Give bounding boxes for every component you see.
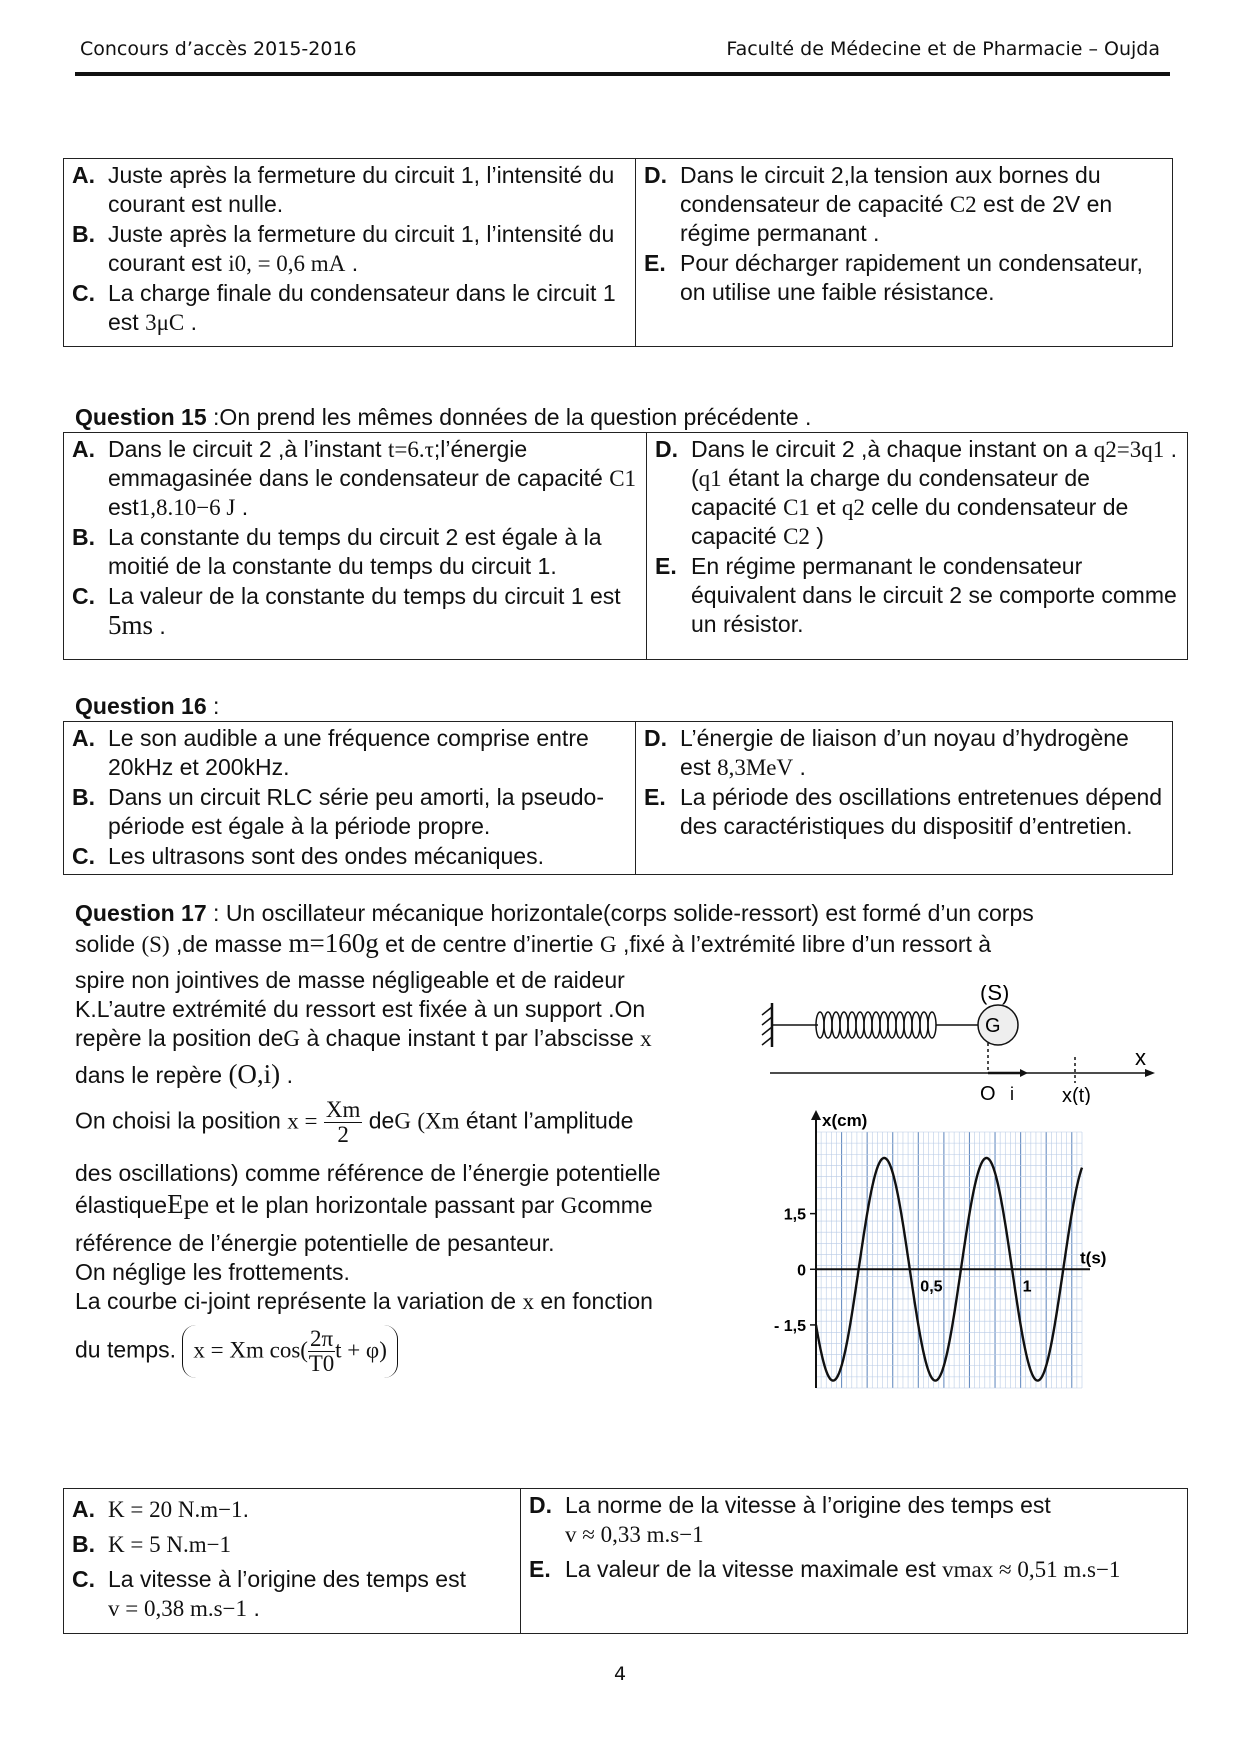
q14-option-d: D. Dans le circuit 2,la tension aux bornes du condensateur de capacité C2 est de 2V en régime permanant . <box>644 162 1113 246</box>
current-formula: i0, = 0,6 mA <box>228 251 346 276</box>
q17-line2: solide (S) ,de masse m=160g et de centre d’inertie G ,fixé à l’extrémité libre d’un ressort à <box>75 928 992 958</box>
y-tick-label: 0 <box>797 1262 806 1280</box>
q17-line7: On choisi la position x = $\frac{Xm}{2}$ deG (Xm étant l’amplitude <box>75 1097 634 1147</box>
q17-line4: K.L’autre extrémité du ressort est fixée à un support .On <box>75 996 646 1022</box>
spring-mass-figure <box>760 985 1160 1105</box>
q17-option-d: D. La norme de la vitesse à l’origine des temps est v ≈ 0,33 m.s−1 <box>529 1492 1051 1547</box>
q15-option-e: E. En régime permanant le condensateur équivalent dans le circuit 2 se comporte comme un résistor. <box>655 553 1177 637</box>
q15-options-table <box>63 432 1188 660</box>
time-formula: x = Xm cos( $\frac{2\pi}{T0}$ t + φ) <box>182 1325 397 1378</box>
q16-options-table <box>63 721 1173 875</box>
q14-option-c: C. La charge finale du condensateur dans le circuit 1 est 3μC . <box>72 280 616 335</box>
y-tick-label: - 1,5 <box>773 1317 806 1335</box>
spring <box>816 1012 936 1038</box>
q17-option-e: E. La valeur de la vitesse maximale est vmax ≈ 0,51 m.s−1 <box>529 1556 1121 1582</box>
x-tick-label: 0,5 <box>920 1278 943 1296</box>
q17-line8: des oscillations) comme référence de l’énergie potentielle <box>75 1160 661 1186</box>
x-label: x <box>1135 1045 1146 1070</box>
q17-line5: repère la position deG à chaque instant t par l’abscisse x <box>75 1025 652 1051</box>
q17-line1: Question 17 : Un oscillateur mécanique horizontale(corps solide-ressort) est formé d’un corps <box>75 900 1034 926</box>
q14-option-a: A. Juste après la fermeture du circuit 1, l’intensité du courant est nulle. <box>72 162 615 217</box>
i-label: i <box>1010 1084 1014 1104</box>
q15-option-c: C. La valeur de la constante du temps du circuit 1 est 5ms . <box>72 583 621 640</box>
y-axis-arrow <box>811 1110 821 1120</box>
header-right: Faculté de Médecine et de Pharmacie – Oujda <box>726 38 1160 60</box>
q17-line13: du temps. x = Xm cos( $\frac{2\pi}{T0}$ t + φ) <box>75 1325 398 1378</box>
q17-line12: La courbe ci-joint représente la variation de x en fonction <box>75 1288 653 1314</box>
q16-option-d: D. L’énergie de liaison d’un noyau d’hydrogène est 8,3MeV . <box>644 725 1129 780</box>
q16-option-a: A. Le son audible a une fréquence comprise entre 20kHz et 200kHz. <box>72 725 589 780</box>
y-axis-label: x(cm) <box>822 1111 868 1130</box>
q16-option-e: E. La période des oscillations entretenues dépend des caractéristiques du dispositif d’entretien. <box>644 784 1163 839</box>
q14-option-e: E. Pour décharger rapidement un condensateur, on utilise une faible résistance. <box>644 250 1143 305</box>
g-label: G <box>985 1015 1001 1037</box>
y-tick-label: 1,5 <box>783 1206 806 1224</box>
q17-option-c: C. La vitesse à l’origine des temps est v = 0,38 m.s−1 . <box>72 1566 466 1621</box>
q17-line10: référence de l’énergie potentielle de pesanteur. <box>75 1230 555 1256</box>
page-number: 4 <box>613 1663 627 1685</box>
chart-axes <box>811 1110 1106 1388</box>
charge-value: 3μC <box>145 310 185 335</box>
q16-option-b: B. Dans un circuit RLC série peu amorti, la pseudo-période est égale à la période propre. <box>72 784 605 839</box>
header-rule <box>75 72 1170 76</box>
x-tick-label: 1 <box>1022 1278 1032 1296</box>
capacitance-c2: C2 <box>949 192 977 217</box>
xm-over-2-fraction: $\frac{Xm}{2}$ <box>325 1097 361 1147</box>
q14-option-b: B. Juste après la fermeture du circuit 1, l’intensité du courant est i0, = 0,6 mA . <box>72 221 615 276</box>
x-axis-label: t(s) <box>1080 1248 1107 1268</box>
header-left: Concours d’accès 2015-2016 <box>80 38 357 60</box>
q17-option-a: A. K = 20 N.m−1. <box>72 1496 249 1522</box>
q17-options-table <box>63 1488 1188 1634</box>
q17-line9: élastiqueEpe et le plan horizontale passant par Gcomme <box>75 1189 653 1219</box>
q15-heading: Question 15 :On prend les mêmes données de la question précédente . <box>75 404 812 430</box>
q17-line6: dans le repère (O,i) . <box>75 1059 293 1089</box>
o-label: O <box>980 1083 996 1105</box>
q15-option-d: D. Dans le circuit 2 ,à chaque instant on a q2=3q1 . (q1 étant la charge du condensateur de capacité C1 et q2 celle du condensateur de capacité C2 ) <box>655 436 1178 549</box>
q16-option-c: C. Les ultrasons sont des ondes mécaniques. <box>72 843 544 869</box>
xt-label: x(t) <box>1062 1085 1091 1105</box>
s-label: (S) <box>980 985 1010 1005</box>
q17-option-b: B. K = 5 N.m−1 <box>72 1531 232 1557</box>
q16-heading: Question 16 : <box>75 693 220 719</box>
x-t-chart <box>760 1110 1150 1400</box>
q17-line3: spire non jointives de masse négligeable et de raideur <box>75 967 625 993</box>
x-axis-arrow <box>1145 1069 1155 1077</box>
q15-option-b: B. La constante du temps du circuit 2 est égale à la moitié de la constante du temps du circuit 1. <box>72 524 602 579</box>
q17-line11: On néglige les frottements. <box>75 1259 350 1285</box>
q14-options-table <box>63 158 1173 347</box>
wall-hatching <box>762 1007 772 1045</box>
q15-option-a: A. Dans le circuit 2 ,à l’instant t=6.τ;l’énergie emmagasinée dans le condensateur de capacité C1 est1,8.10−6 J . <box>72 436 637 520</box>
